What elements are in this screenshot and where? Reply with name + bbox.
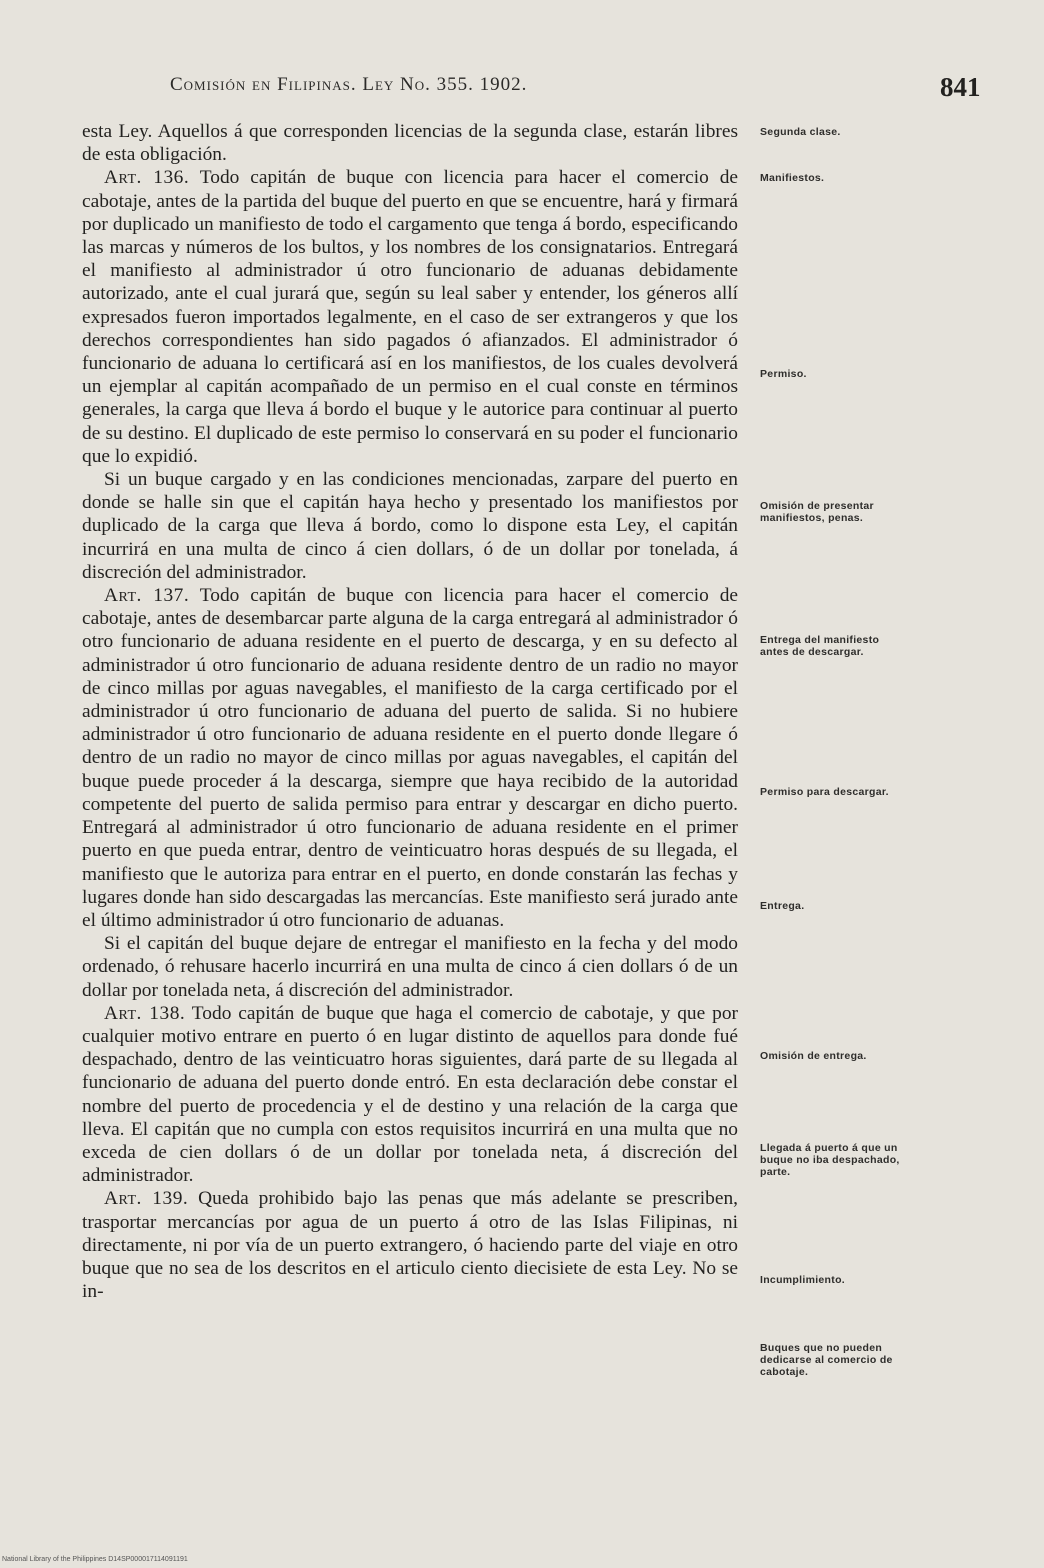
- margin-note-llegada-puerto: Llegada á puerto á que un buque no iba despachado, parte.: [760, 1142, 900, 1178]
- running-title: Comisión en Filipinas. Ley No. 355. 1902.: [170, 74, 528, 95]
- margin-note-permiso-descargar: Permiso para descargar.: [760, 786, 889, 798]
- margin-note-permiso: Permiso.: [760, 368, 807, 380]
- body-text: [82, 120, 738, 1303]
- margin-note-omision-presentar: Omisión de presentar manifiestos, penas.: [760, 500, 874, 524]
- margin-note-buques-cabotaje: Buques que no pueden dedicarse al comercio de cabotaje.: [760, 1342, 893, 1378]
- article-text: Todo capitán de buque con licencia para hacer el comercio de cabotaje, antes de la partida del buque del puerto en que se encuentre, hará y firmará por duplicado un manifiesto de todo el cargamento que tenga á bordo, especificando las marcas y números de los bultos, y los nombres de los consignatarios. Entregará el manifiesto al administrador ú otro funcionario de aduanas debidamente autorizado, ante el cual jurará que, según su leal saber y entender, los géneros allí expresados fueron importados legalmente, en el caso de ser extrangeros y que los derechos correspondientes han sido pagados ó afianzados. El administrador ó funcionario de aduana lo certificará así en los manifiestos, de los cuales devolverá un ejemplar al capitán acompañado de un permiso en el cual conste en términos generales, la carga que lleva á bordo el buque y le autorice para continuar al puerto de su destino. El duplicado de este permiso lo conservará en su poder el funcionario que lo expidió.: [82, 167, 738, 467]
- margin-note-omision-entrega: Omisión de entrega.: [760, 1050, 867, 1062]
- article-label: Art. 139.: [104, 1188, 189, 1210]
- margin-note-entrega: Entrega.: [760, 900, 805, 912]
- article-label: Art. 138.: [104, 1002, 186, 1024]
- article-text: Queda prohibido bajo las penas que más adelante se prescriben, trasportar mercancías por agua de un puerto á otro de las Islas Filipinas, ni directamente, ni por vía de un puerto extrangero, ó haciendo parte del viaje en otro buque que no sea de los descritos en el articulo ciento diecisiete de esta Ley. No se in-: [82, 1188, 738, 1303]
- scan-footer: National Library of the Philippines D14SP000017114091191: [2, 1556, 188, 1563]
- article-text: Todo capitán de buque con licencia para hacer el comercio de cabotaje, antes de desembarcar parte alguna de la carga entregará al administrador ó otro funcionario de aduana residente en el puerto de descarga, y en su defecto al administrador ú otro funcionario de aduana residente dentro de un radio no mayor de cinco millas por aguas navegables, el manifiesto de la carga certificado por el administrador ú otro funcionario de aduana del puerto de salida. Si no hubiere administrador ú otro funcionario de aduana residente en el puerto donde llegare ó dentro de un radio no mayor de cinco millas por aguas navegables, el capitán del buque puede proceder á la descarga, siempre que haya recibido de la autoridad competente del puerto de salida permiso para entrar y descargar en dicho puerto. Entregará al administrador ú otro funcionario de aduana residente en el primer puerto en que pueda entrar, dentro de veinticuatro horas después de su llegada, el manifiesto que le autoriza para entrar en el puerto, en donde constarán las fechas y lugares donde han sido descargadas las mercancías. Este manifiesto será jurado ante el último administrador ú otro funcionario de aduanas.: [82, 585, 738, 931]
- article-139: [82, 1187, 738, 1303]
- margin-note-segunda-clase: Segunda clase.: [760, 126, 841, 138]
- article-138: [82, 1002, 738, 1188]
- article-label: Art. 136.: [104, 167, 190, 189]
- article-text: Todo capitán de buque que haga el comercio de cabotaje, y que por cualquier motivo entrare en puerto ó en lugar distinto de aquellos para donde fué despachado, dentro de las veinticuatro horas siguientes, dará parte de su llegada al funcionario de aduana del puerto donde entró. En esta declaración debe constar el nombre del puerto de procedencia y el de destino y una relación de la carga que lleva. El capitán que no cumpla con estos requisitos incurrirá en una multa que no exceda de cien dollars ó de un dollar por tonelada neta, á discreción del administrador.: [82, 1002, 738, 1187]
- page-number: 841: [940, 72, 981, 102]
- margin-note-incumplimiento: Incumplimiento.: [760, 1274, 846, 1286]
- paragraph-continuation: esta Ley. Aquellos á que corresponden licencias de la segunda clase, estarán libres de esta obligación.: [82, 121, 738, 166]
- margin-note-manifiestos: Manifiestos.: [760, 172, 825, 184]
- article-136: [82, 166, 738, 468]
- article-137: [82, 584, 738, 932]
- article-label: Art. 137.: [104, 585, 190, 607]
- margin-note-entrega-manifiesto: Entrega del manifiesto antes de descargar.: [760, 634, 880, 658]
- paragraph-omision-entrega: Si el capitán del buque dejare de entregar el manifiesto en la fecha y del modo ordenado, ó rehusare hacerlo incurrirá en una multa de cinco á cien dollars ó de un dollar por tonelada neta, á discreción del administrador.: [82, 933, 738, 1001]
- paragraph-omision-manifiestos: Si un buque cargado y en las condiciones mencionadas, zarpare del puerto en donde se halle sin que el capitán haya hecho y presentado los manifiestos por duplicado de la carga que lleva á bordo, como lo dispone esta Ley, el capitán incurrirá en una multa de cinco á cien dollars, ó de un dollar por tonelada, á discreción del administrador.: [82, 469, 738, 583]
